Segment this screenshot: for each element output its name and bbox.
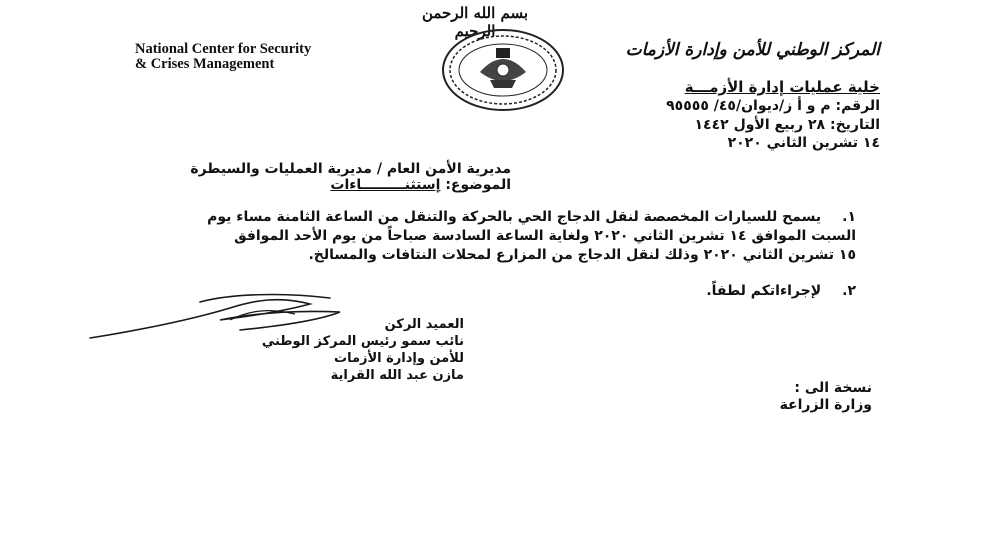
paragraph-1-line3: ١٥ تشرين الثاني ٢٠٢٠ وذلك لنقل الدجاج من المزارع لمحلات النتافات والمسالخ.	[308, 247, 856, 263]
paragraph-2-text: لإجراءاتكم لطفاً.	[706, 283, 822, 299]
org-name-english	[135, 42, 425, 72]
recipient: مديرية الأمن العام / مديرية العمليات والسيطرة	[190, 161, 511, 177]
signature-title-line1: نائب سمو رئيس المركز الوطني	[261, 334, 464, 349]
signature-block	[262, 316, 464, 384]
copy-to-label: نسخة الى :	[794, 380, 872, 396]
paragraph-1-number: ١.	[842, 209, 856, 225]
org-name-english-line2: & Crises Management	[135, 56, 275, 72]
org-name-arabic: المركز الوطني للأمن وإدارة الأزمات	[625, 40, 880, 60]
signature-name: مازن عبد الله القراية	[330, 368, 464, 383]
subject-label: الموضوع:	[445, 177, 511, 193]
signature-rank: العميد الركن	[384, 317, 464, 332]
paragraph-2	[706, 283, 856, 299]
paragraph-1	[136, 208, 856, 265]
date-gregorian: ١٤ تشرين الثاني ٢٠٢٠	[727, 135, 880, 151]
signature-title-line2: للأمن وإدارة الأزمات	[334, 351, 464, 366]
paragraph-1-line2: السبت الموافق ١٤ تشرين الثاني ٢٠٢٠ ولغاية الساعة السادسة صباحاً من يوم الأحد الموافق	[234, 228, 856, 244]
reference-number: الرقم: م و أ ز/ديوان/٤٥/ ٩٥٥٥٥	[666, 98, 880, 114]
paragraph-1-line1: يسمح للسيارات المخصصة لنقل الدجاج الحي بالحركة والتنقل من الساعة الثامنة مساء يوم	[207, 209, 822, 225]
date-hijri: التاريخ: ٢٨ ربيع الأول ١٤٤٢	[694, 117, 880, 133]
paragraph-2-number: ٢.	[842, 283, 856, 299]
subject-line	[330, 177, 511, 193]
cell-heading: خلية عمليات إدارة الأزمـــة	[684, 78, 880, 96]
emblem-seal-icon	[440, 28, 566, 112]
copy-to-item: وزارة الزراعة	[779, 397, 872, 413]
subject-value: إستثنـــــــــاءات	[330, 177, 441, 193]
basmala-text: بسم الله الرحمن الرحيم	[421, 4, 529, 40]
org-name-english-line1: National Center for Security	[135, 41, 312, 57]
